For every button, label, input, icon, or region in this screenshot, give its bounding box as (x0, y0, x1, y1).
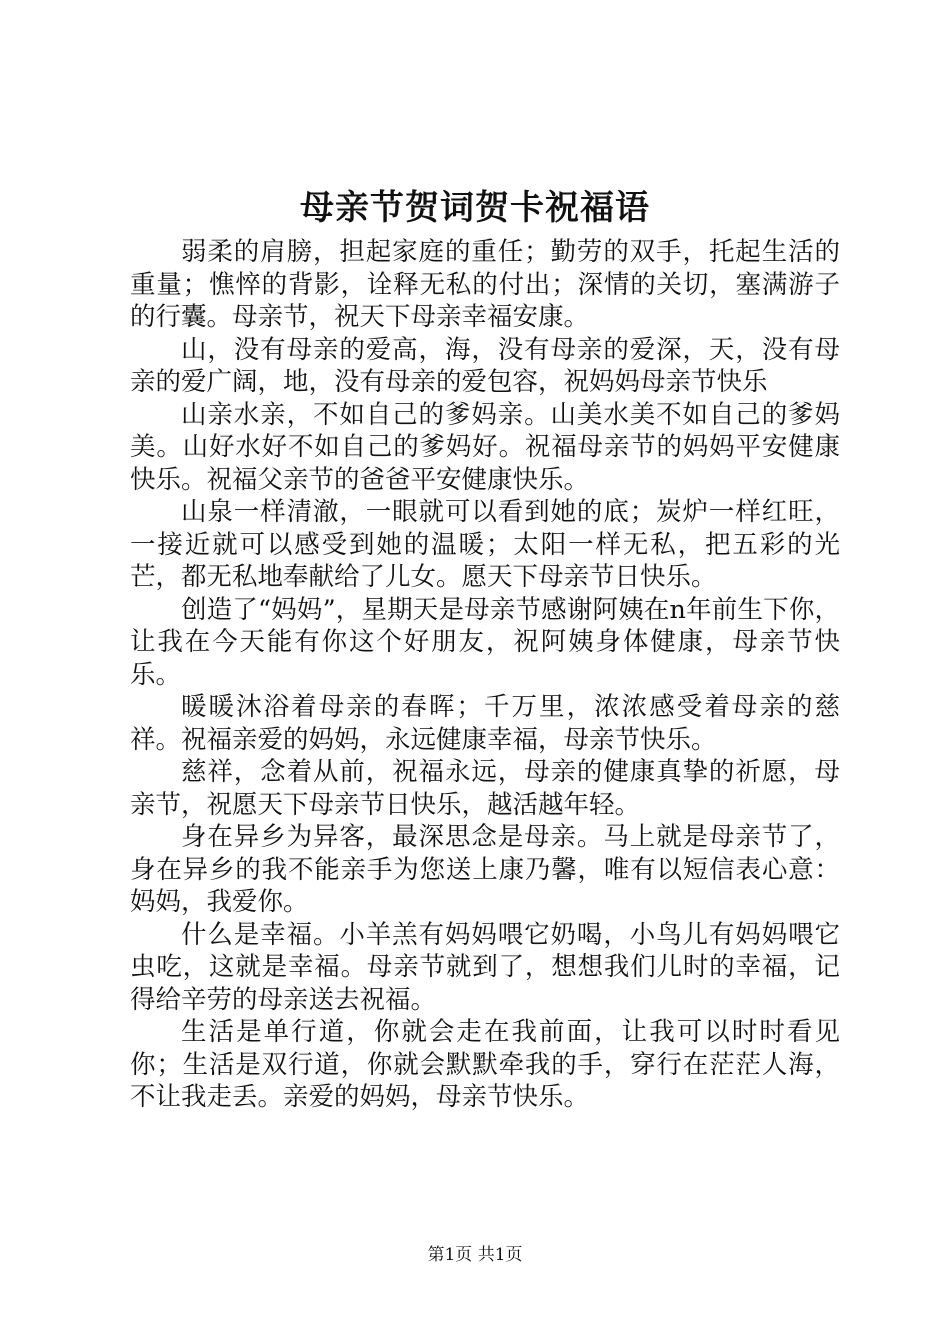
paragraph-5: 创造了“妈妈”，星期天是母亲节感谢阿姨在n年前生下你，让我在今天能有你这个好朋友，祝阿姨身体健康，母亲节快乐。 (130, 594, 840, 690)
paragraph-10: 生活是单行道，你就会走在我前面，让我可以时时看见你；生活是双行道，你就会默默牵我的手，穿行在茫茫人海，不让我走丢。亲爱的妈妈，母亲节快乐。 (130, 1017, 840, 1112)
paragraph-8: 身在异乡为异客，最深思念是母亲。马上就是母亲节了，身在异乡的我不能亲手为您送上康乃馨，唯有以短信表心意：妈妈，我爱你。 (130, 822, 840, 917)
paragraph-7: 慈祥，念着从前，祝福永远，母亲的健康真挚的祈愿，母亲节，祝愿天下母亲节日快乐，越活越年轻。 (130, 757, 840, 820)
document-body (130, 236, 840, 1114)
paragraph-3: 山亲水亲，不如自己的爹妈亲。山美水美不如自己的爹妈美。山好水好不如自己的爹妈好。祝福母亲节的妈妈平安健康快乐。祝福父亲节的爸爸平安健康快乐。 (130, 399, 840, 495)
page-footer: 第1页 共1页 (427, 1245, 523, 1265)
paragraph-2: 山，没有母亲的爱高，海，没有母亲的爱深，天，没有母亲的爱广阔，地，没有母亲的爱包容，祝妈妈母亲节快乐 (130, 334, 840, 397)
paragraph-1: 弱柔的肩膀，担起家庭的重任；勤劳的双手，托起生活的重量；憔悴的背影，诠释无私的付出；深情的关切，塞满游子的行囊。母亲节，祝天下母亲幸福安康。 (130, 237, 840, 332)
paragraph-6: 暖暖沐浴着母亲的春晖；千万里，浓浓感受着母亲的慈祥。祝福亲爱的妈妈，永远健康幸福，母亲节快乐。 (130, 692, 840, 755)
paragraph-4: 山泉一样清澈，一眼就可以看到她的底；炭炉一样红旺，一接近就可以感受到她的温暖；太阳一样无私，把五彩的光芒，都无私地奉献给了儿女。愿天下母亲节日快乐。 (130, 497, 840, 592)
document-title: 母亲节贺词贺卡祝福语 (300, 188, 650, 228)
paragraph-9: 什么是幸福。小羊羔有妈妈喂它奶喝，小鸟儿有妈妈喂它虫吃，这就是幸福。母亲节就到了，想想我们儿时的幸福，记得给辛劳的母亲送去祝福。 (130, 919, 840, 1015)
